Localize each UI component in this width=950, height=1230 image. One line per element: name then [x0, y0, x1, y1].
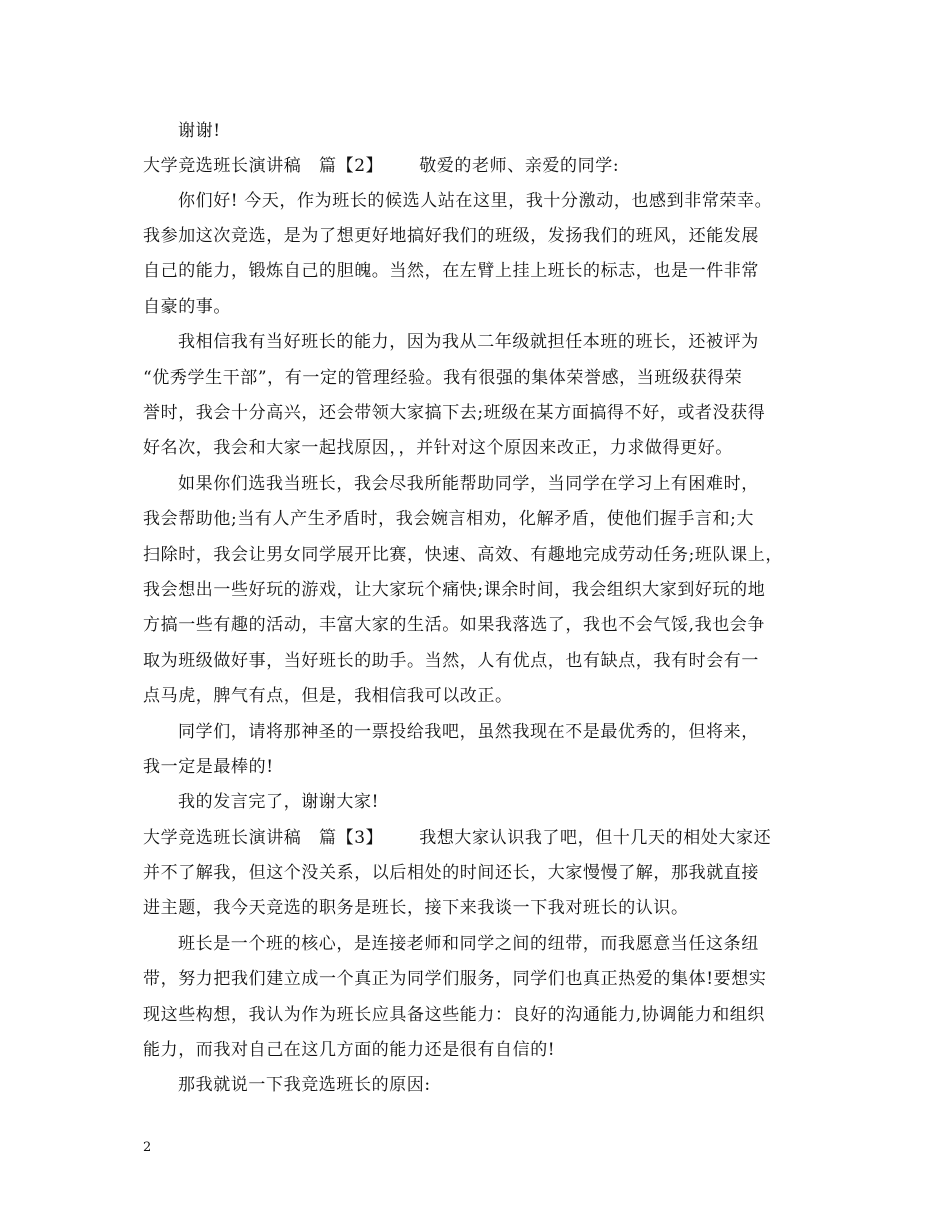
text-line: 我会想出一些好玩的游戏，让大家玩个痛快;课余时间，我会组织大家到好玩的地: [143, 580, 766, 600]
section-heading: 大学竞选班长演讲稿 篇【3】: [143, 828, 384, 848]
section-heading-line: [143, 828, 771, 848]
text-line: 点马虎，脾气有点，但是，我相信我可以改正。: [143, 686, 513, 706]
text-line: 方搞一些有趣的活动，丰富大家的生活。如果我落选了，我也不会气馁,我也会争: [143, 615, 766, 635]
text-line: 同学们，请将那神圣的一票投给我吧，虽然我现在不是最优秀的，但将来，: [178, 722, 759, 742]
page-number: 2: [143, 1140, 152, 1155]
text-line: 我参加这次竞选，是为了想更好地搞好我们的班级，发扬我们的班风，还能发展: [143, 226, 759, 246]
salutation: 敬爱的老师、亲爱的同学:: [419, 156, 620, 176]
text-line: 扫除时，我会让男女同学展开比赛，快速、高效、有趣地完成劳动任务;班队课上，: [143, 545, 783, 565]
text-line: 带，努力把我们建立成一个真正为同学们服务，同学们也真正热爱的集体!要想实: [143, 969, 767, 989]
text-line: 我会帮助他;当有人产生矛盾时，我会婉言相劝，化解矛盾，使他们握手言和;大: [143, 509, 755, 529]
text-line: 班长是一个班的核心，是连接老师和同学之间的纽带，而我愿意当任这条纽: [178, 934, 759, 954]
text-line: 我一定是最棒的!: [143, 757, 274, 777]
section-heading: 大学竞选班长演讲稿 篇【2】: [143, 156, 384, 176]
text-line: 取为班级做好事，当好班长的助手。当然，人有优点，也有缺点，我有时会有一: [143, 651, 759, 671]
text-line: 谢谢!: [178, 121, 221, 141]
text-line: 好名次，我会和大家一起找原因，，并针对这个原因来改正，力求做得更好。: [143, 438, 733, 458]
text-line: 誉时，我会十分高兴，还会带领大家搞下去;班级在某方面搞得不好，或者没获得: [143, 403, 766, 423]
section-heading-line: [143, 156, 619, 176]
text-span: 我想大家认识我了吧，但十几天的相处大家还: [419, 828, 772, 848]
text-line: 现这些构想，我认为作为班长应具备这些能力：良好的沟通能力,协调能力和组织: [143, 1005, 766, 1025]
text-line: 我的发言完了，谢谢大家!: [178, 792, 380, 812]
text-line: 自豪的事。: [143, 297, 231, 317]
text-line: 如果你们选我当班长，我会尽我所能帮助同学，当同学在学习上有困难时，: [178, 474, 759, 494]
text-line: “优秀学生干部”，有一定的管理经验。我有很强的集体荣誉感，当班级获得荣: [143, 368, 743, 388]
text-line: 进主题，我今天竞选的职务是班长，接下来我谈一下我对班长的认识。: [143, 898, 689, 918]
text-line: 并不了解我，但这个没关系，以后相处的时间还长，大家慢慢了解，那我就直接: [143, 863, 759, 883]
text-line: 自己的能力，锻炼自己的胆魄。当然，在左臂上挂上班长的标志，也是一件非常: [143, 261, 759, 281]
text-line: 我相信我有当好班长的能力，因为我从二年级就担任本班的班长，还被评为: [178, 332, 759, 352]
text-line: 能力，而我对自己在这几方面的能力还是很有自信的!: [143, 1040, 556, 1060]
text-line: 你们好! 今天，作为班长的候选人站在这里，我十分激动，也感到非常荣幸。: [178, 191, 773, 211]
text-line: 那我就说一下我竞选班长的原因:: [178, 1075, 431, 1095]
